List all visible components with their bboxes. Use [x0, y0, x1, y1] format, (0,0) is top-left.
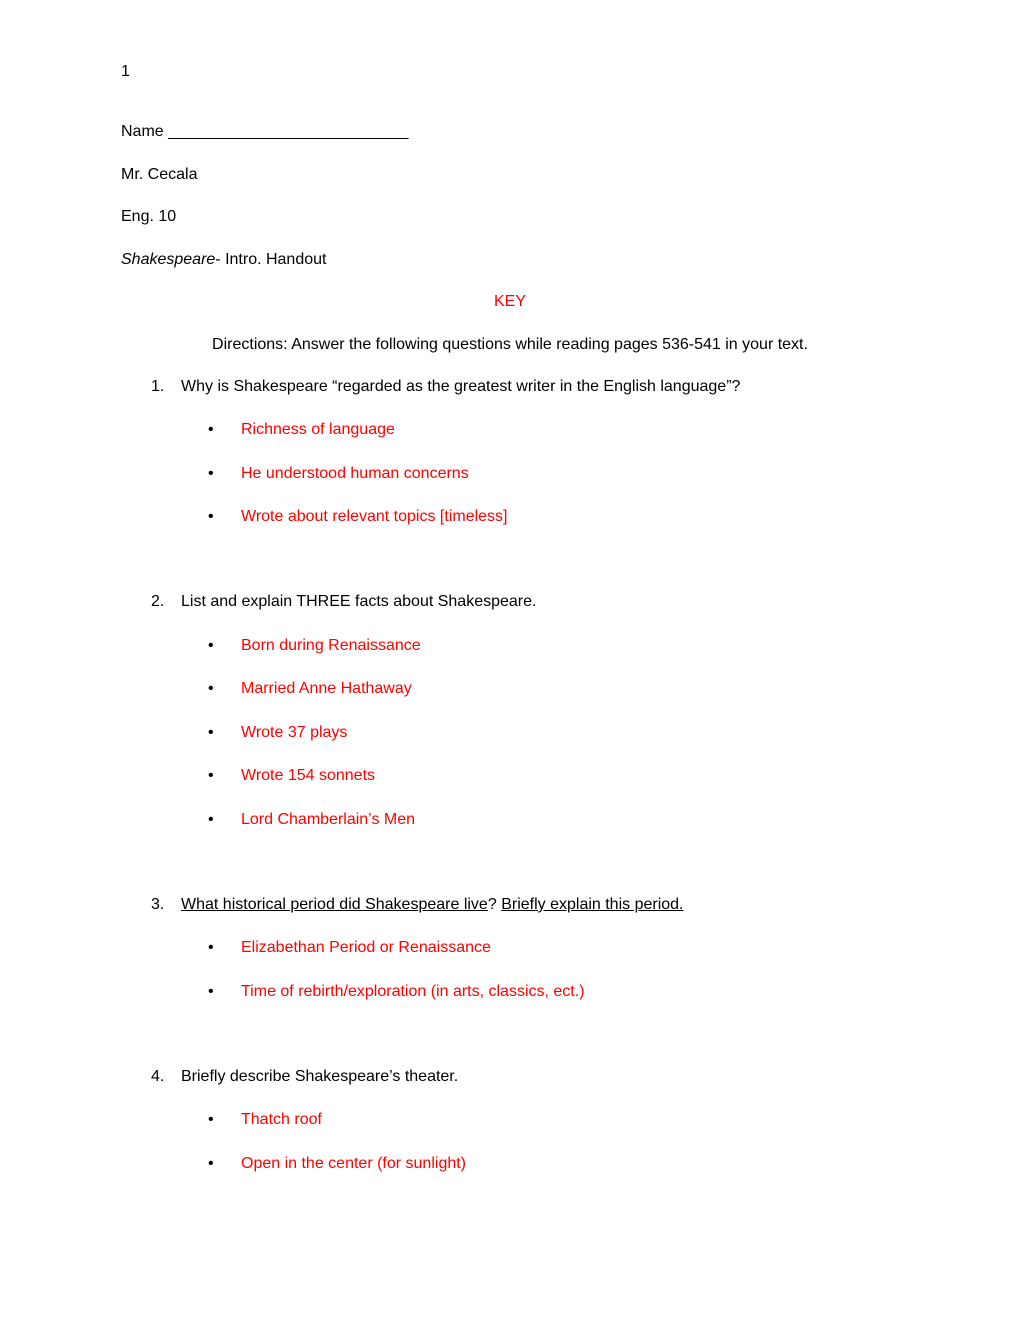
question-number: 1.: [151, 378, 165, 395]
question-number: 4.: [151, 1068, 165, 1085]
bullet-icon: •: [208, 465, 214, 482]
key-label: KEY: [493, 293, 526, 310]
bullet-icon: •: [208, 983, 214, 1000]
answer-item: Wrote 154 sonnets: [241, 767, 376, 784]
handout-title: [121, 250, 326, 270]
answer-item: Wrote about relevant topics [timeless]: [241, 508, 508, 525]
bullet-icon: •: [208, 637, 214, 654]
teacher-name: Mr. Cecala: [121, 166, 198, 183]
bullet-icon: •: [208, 421, 214, 438]
answer-item: Lord Chamberlain’s Men: [241, 811, 416, 828]
question-text-part: Briefly explain this period.: [501, 896, 684, 913]
answer-item: Born during Renaissance: [241, 637, 421, 654]
answer-item: Married Anne Hathaway: [241, 680, 412, 697]
answer-item: Time of rebirth/exploration (in arts, classics, ect.): [241, 983, 585, 1000]
answer-item: Richness of language: [241, 421, 395, 438]
bullet-icon: •: [208, 811, 214, 828]
question-text: Why is Shakespeare “regarded as the greatest writer in the English language”?: [181, 378, 741, 395]
bullet-icon: •: [208, 508, 214, 525]
answer-item: Wrote 37 plays: [241, 724, 348, 741]
answer-item: Open in the center (for sunlight): [241, 1155, 467, 1172]
question-text: [181, 895, 684, 915]
question-text-part: ?: [487, 896, 497, 913]
question-text-part: What historical period did Shakespeare live: [181, 896, 488, 913]
bullet-icon: •: [208, 1111, 214, 1128]
question-text: List and explain THREE facts about Shakespeare.: [181, 593, 537, 610]
bullet-icon: •: [208, 767, 214, 784]
name-line: [121, 122, 408, 142]
handout-title-italic: Shakespeare: [121, 251, 216, 268]
answer-item: He understood human concerns: [241, 465, 469, 482]
name-label: Name: [121, 123, 164, 140]
answer-item: Thatch roof: [241, 1111, 322, 1128]
question-number: 2.: [151, 593, 165, 610]
directions: Directions: Answer the following questions while reading pages 536-541 in your text.: [212, 336, 808, 353]
bullet-icon: •: [208, 1155, 214, 1172]
bullet-icon: •: [208, 724, 214, 741]
question-number: 3.: [151, 896, 165, 913]
page-number: 1: [121, 63, 130, 80]
question-text: Briefly describe Shakespeare’s theater.: [181, 1068, 459, 1085]
course-name: Eng. 10: [121, 208, 177, 225]
bullet-icon: •: [208, 939, 214, 956]
name-blank: ___________________________: [168, 123, 409, 140]
answer-item: Elizabethan Period or Renaissance: [241, 939, 491, 956]
handout-title-rest: - Intro. Handout: [215, 251, 327, 268]
bullet-icon: •: [208, 680, 214, 697]
